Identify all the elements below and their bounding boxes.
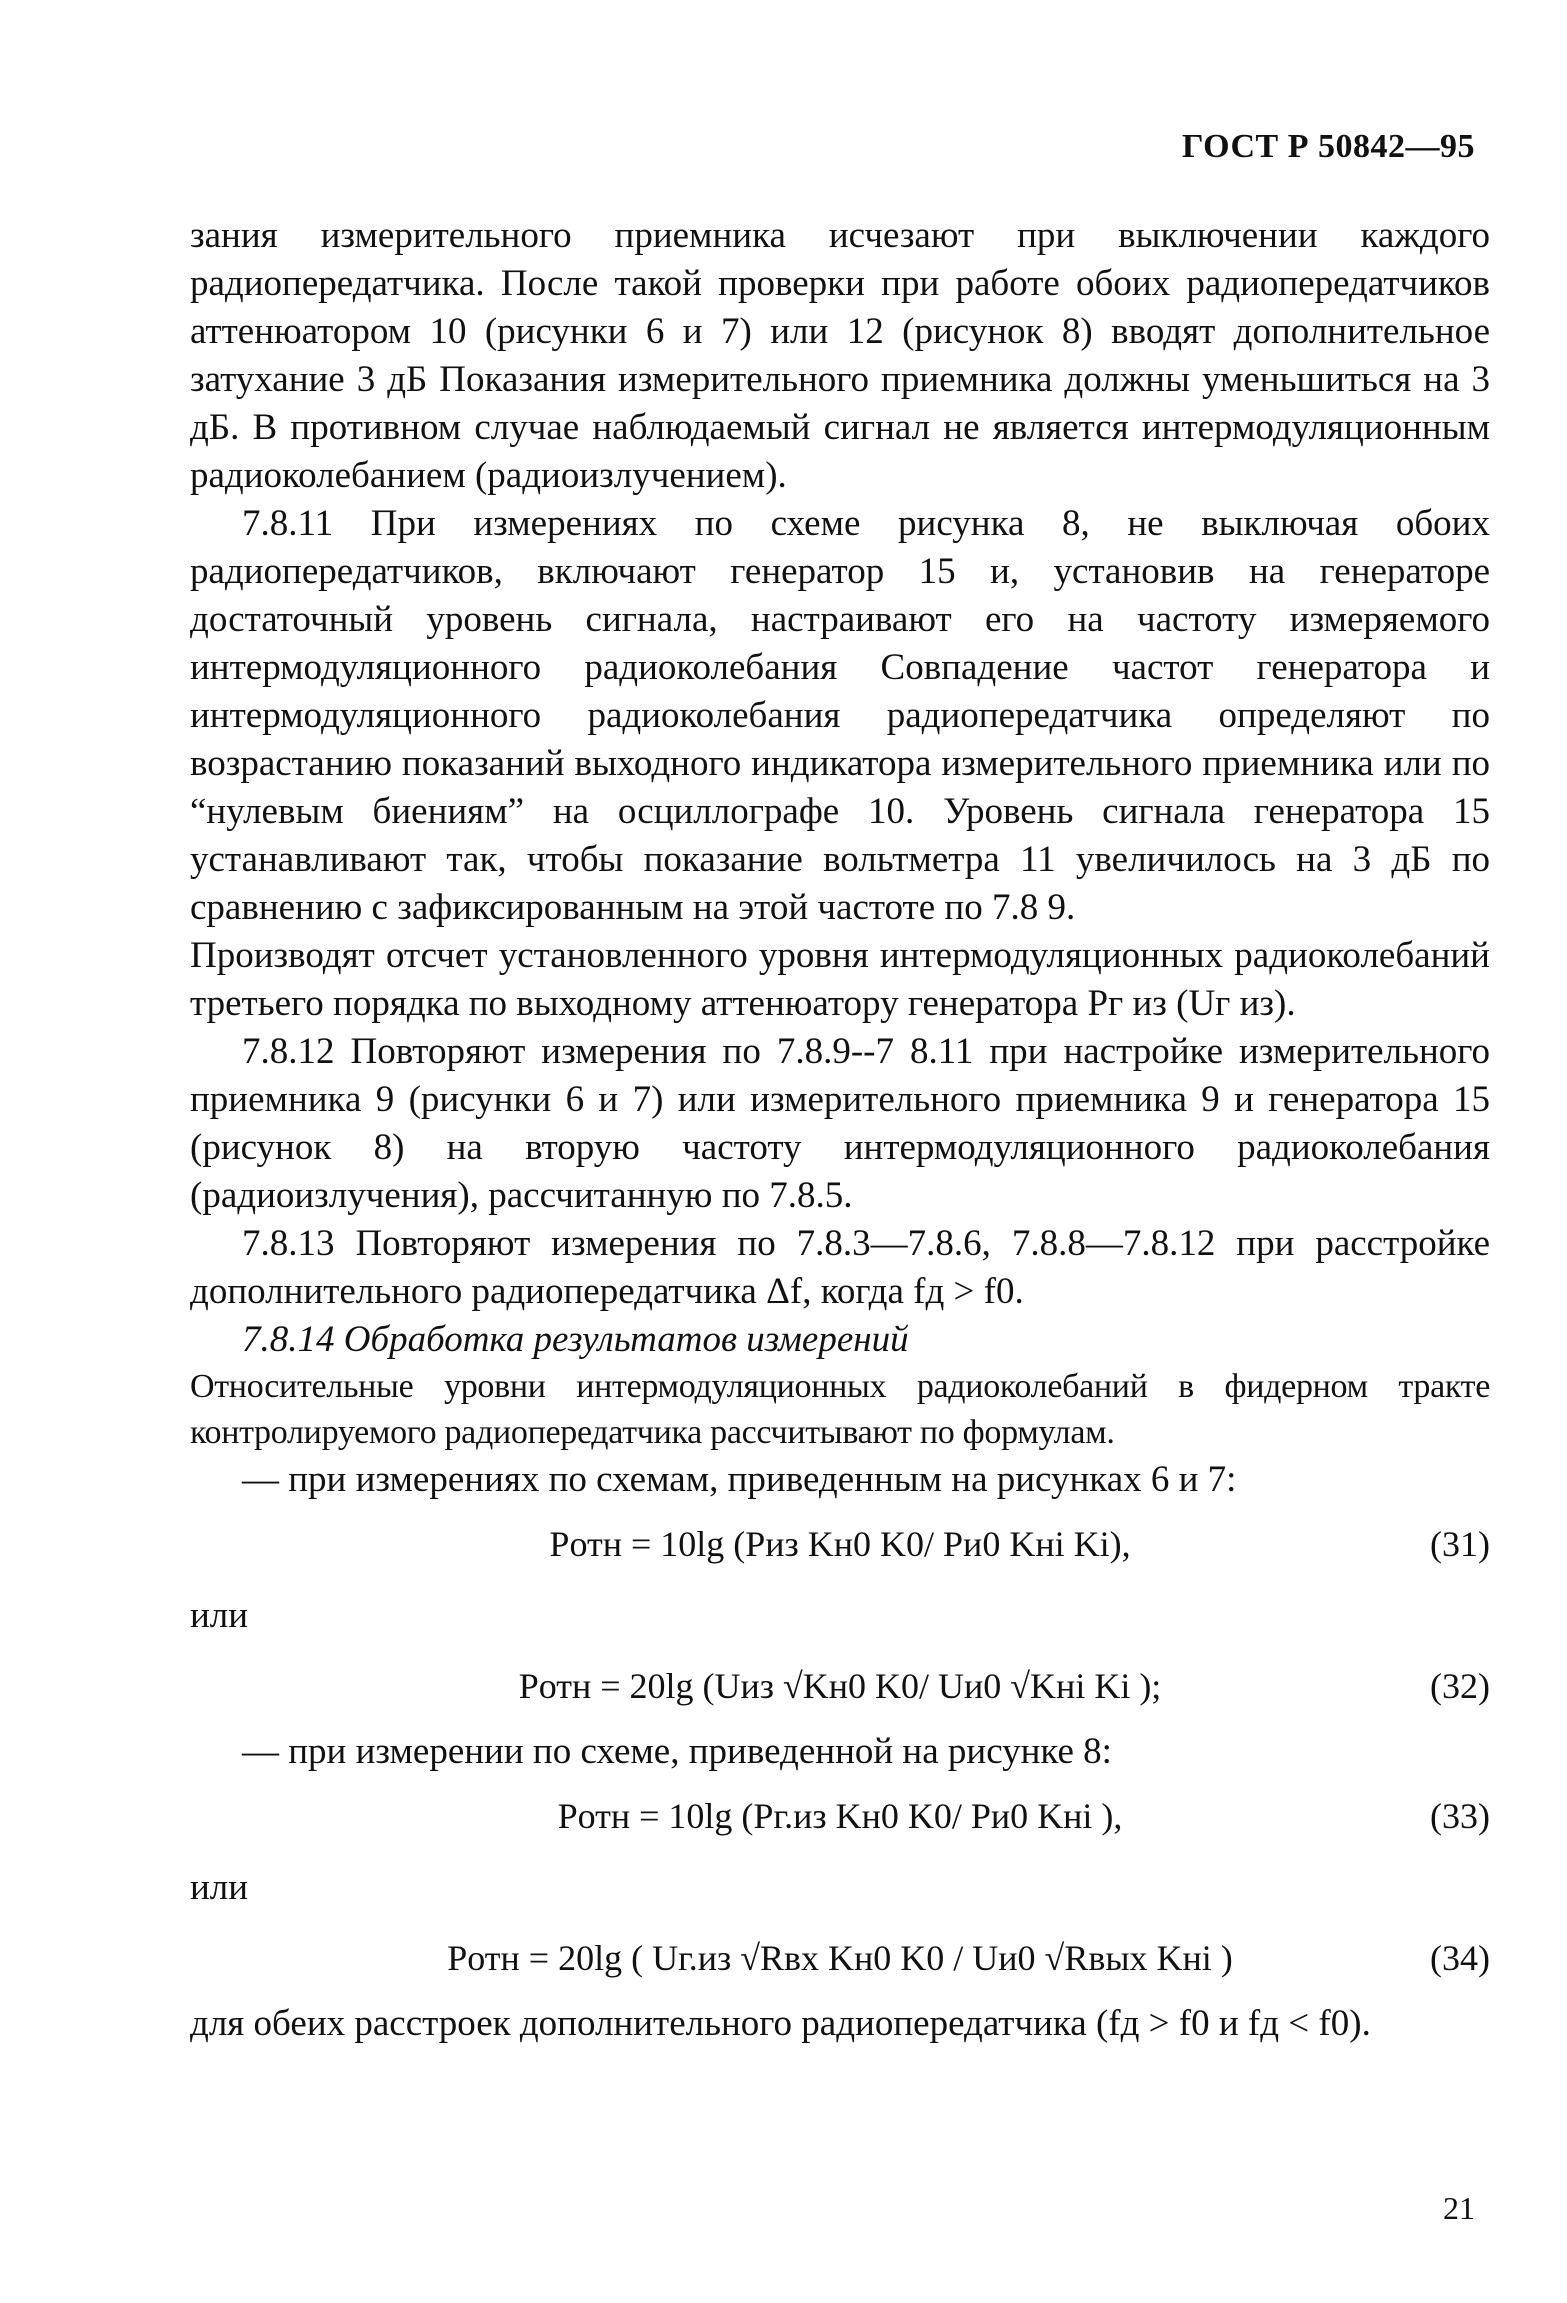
paragraph-reading: Производят отсчет установленного уровня интермодуляционных радиоколебаний третьего порядка по выходному аттенюатору генератора Pг из (Uг из). xyxy=(190,935,1490,1024)
or-label: или xyxy=(190,1867,249,1908)
formula-31 xyxy=(190,1510,1490,1580)
paragraph-scheme-8: — при измерении по схеме, приведенной на рисунке 8: xyxy=(242,1731,1112,1772)
paragraph-both-detunings: для обеих расстроек дополнительного радиопередатчика (fд > f0 и fд < f0). xyxy=(190,2003,1371,2044)
document-code-header: ГОСТ Р 50842—95 xyxy=(1181,128,1475,165)
formula-number: (31) xyxy=(1430,1524,1490,1564)
formula-expression: Pотн = 20lg ( Uг.из √Rвх Kн0 K0 / Uи0 √Rвых Kнi ) xyxy=(447,1938,1233,1978)
paragraph-7-8-12: 7.8.12 Повторяют измерения по 7.8.9--7 8.11 при настройке измерительного приемника 9 (рисунки 6 и 7) или измерительного приемника 9 и генератора 15 (рисунок 8) на вторую частоту интермодуляционного радиоколебания (радиоизлучения), рассчитанную по 7.8.5. xyxy=(190,1031,1490,1216)
section-heading-processing: 7.8.14 Обработка результатов измерений xyxy=(242,1319,909,1360)
paragraph-schemes-6-7: — при измерениях по схемам, приведенным на рисунках 6 и 7: xyxy=(242,1459,1237,1500)
formula-expression: Pотн = 10lg (Pг.из Kн0 K0/ Pи0 Kнi ), xyxy=(557,1796,1123,1836)
paragraph-relative-levels: Относительные уровни интермодуляционных радиоколебаний в фидерном тракте контролируемого радиопередатчика рассчитывают по формулам. xyxy=(190,1368,1490,1451)
formula-number: (33) xyxy=(1430,1796,1490,1836)
formula-expression: Pотн = 20lg (Uиз √Kн0 K0/ Uи0 √Kнi Ki ); xyxy=(518,1666,1162,1706)
formula-32 xyxy=(190,1652,1490,1722)
paragraph-7-8-13: 7.8.13 Повторяют измерения по 7.8.3—7.8.6, 7.8.8—7.8.12 при расстройке дополнительного радиопередатчика Δf, когда fд > f0. xyxy=(190,1223,1490,1312)
formula-34 xyxy=(190,1924,1490,1994)
or-label: или xyxy=(190,1595,249,1636)
body-text xyxy=(190,212,1490,2048)
formula-33 xyxy=(190,1782,1490,1852)
page-number: 21 xyxy=(1443,2190,1475,2226)
formula-number: (32) xyxy=(1430,1666,1490,1706)
paragraph-7-8-11: 7.8.11 При измерениях по схеме рисунка 8, не выключая обоих радиопередатчиков, включают генератор 15 и, установив на генераторе достаточный уровень сигнала, настраивают его на частоту измеряемого интермодуляционного радиоколебания Совпадение частот генератора и интермодуляционного радиоколебания радиопередатчика определяют по возрастанию показаний выходного индикатора измерительного приемника или по “нулевым биениям” на осциллографе 10. Уровень сигнала генератора 15 устанавливают так, чтобы показание вольтметра 11 увеличилось на 3 дБ по сравнению с зафиксированным на этой частоте по 7.8 9. xyxy=(190,503,1490,928)
paragraph-continuation: зания измерительного приемника исчезают при выключении каждого радиопередатчика. После такой проверки при работе обоих радиопередатчиков аттенюатором 10 (рисунки 6 и 7) или 12 (рисунок 8) вводят дополнительное затухание 3 дБ Показания измерительного приемника должны уменьшиться на 3 дБ. В противном случае наблюдаемый сигнал не является интермодуляционным радиоколебанием (радиоизлучением). xyxy=(190,215,1490,496)
formula-number: (34) xyxy=(1430,1938,1490,1978)
formula-expression: Pотн = 10lg (Pиз Kн0 K0/ Pи0 Kнi Ki), xyxy=(549,1524,1131,1564)
